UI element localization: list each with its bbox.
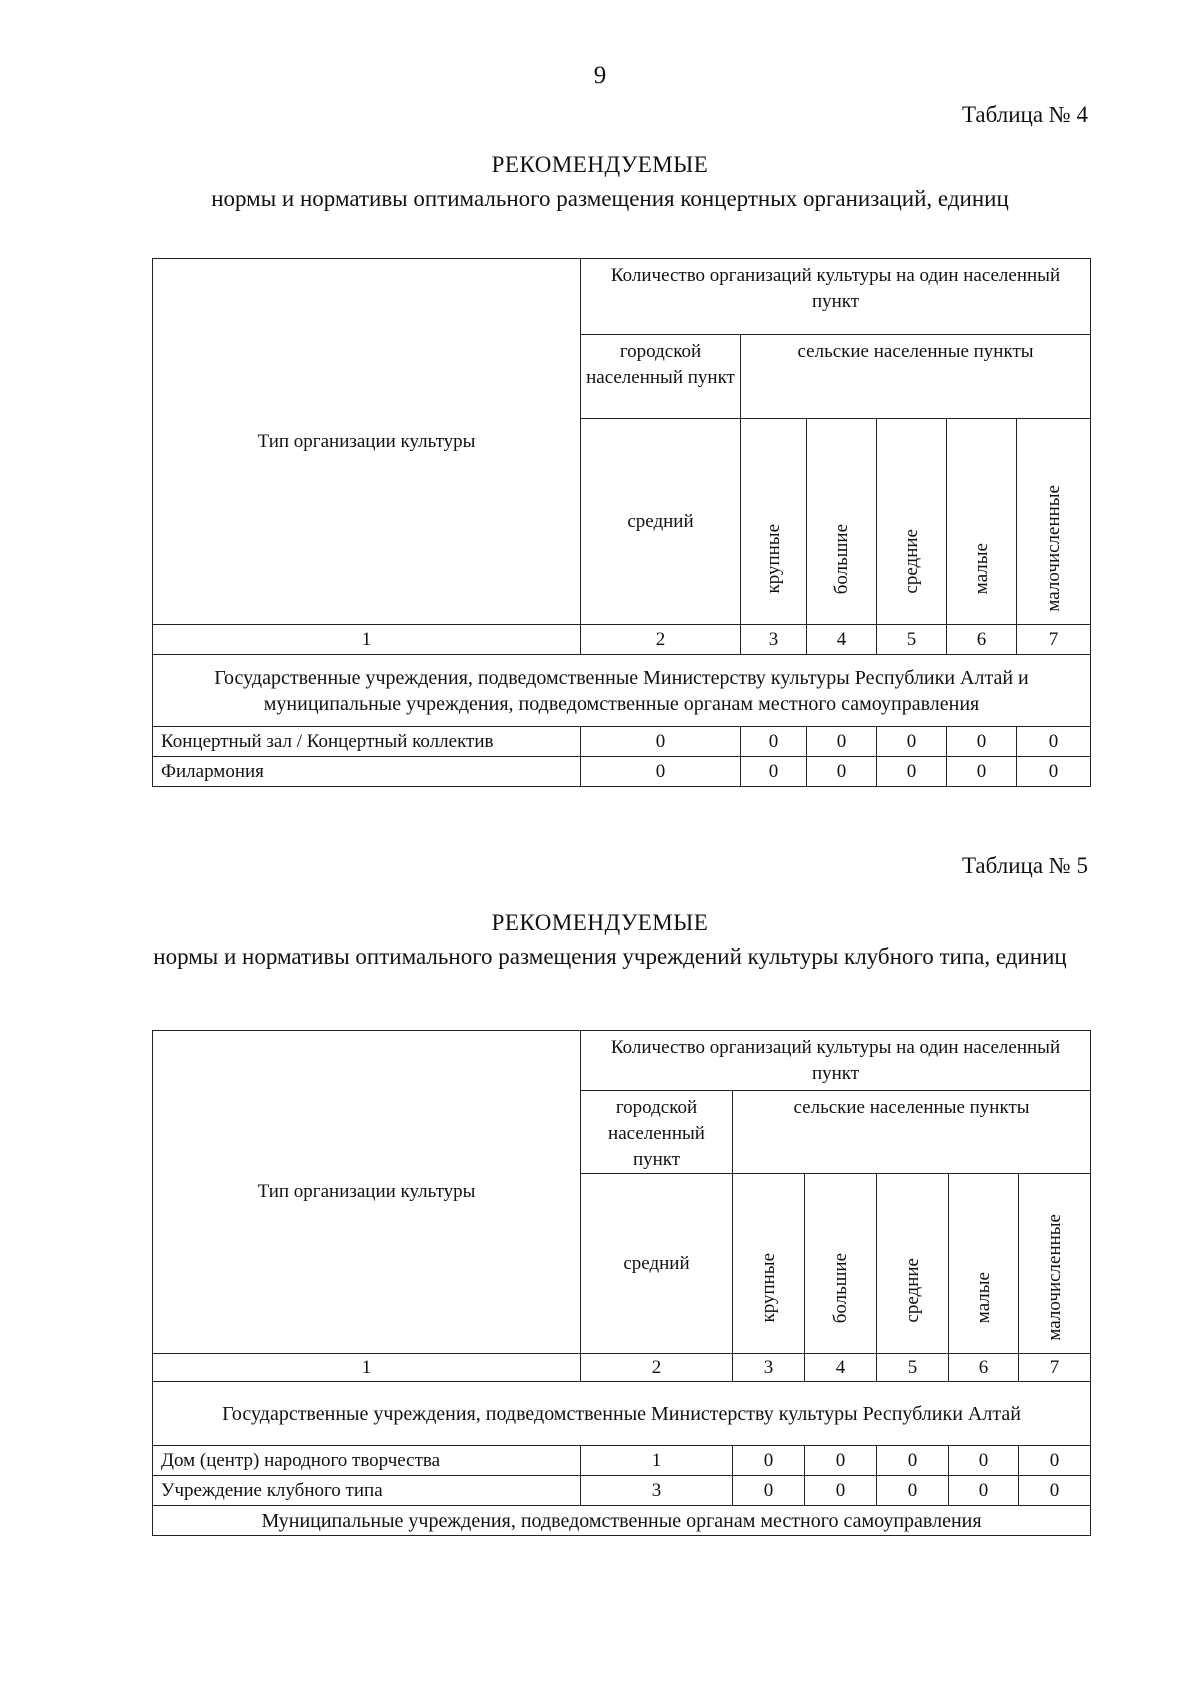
type-header: Тип организации культуры [153,259,581,625]
page-number: 9 [593,62,607,89]
row-value: 0 [805,1446,877,1476]
row-value: 0 [1017,757,1091,787]
table-4-caption: Таблица № 4 [961,102,1088,127]
column-number: 7 [1017,625,1091,655]
type-header: Тип организации культуры [153,1031,581,1354]
row-value: 0 [877,727,947,757]
table-5-caption: Таблица № 5 [961,853,1088,878]
column-number: 3 [733,1354,805,1382]
row-value: 0 [733,1476,805,1506]
table-5 [152,1030,1091,1536]
section-row: Государственные учреждения, подведомственные Министерству культуры Республики Алтай и муниципальные учреждения, подведомственные органам местного самоуправления [153,655,1091,727]
column-number: 4 [807,625,877,655]
row-value: 0 [805,1476,877,1506]
row-value: 0 [807,757,877,787]
rural-sub-header: малые [947,419,1017,625]
row-name: Концертный зал / Концертный коллектив [153,727,581,757]
row-name: Филармония [153,757,581,787]
row-value: 0 [947,727,1017,757]
row-value: 0 [807,727,877,757]
row-value: 0 [1019,1476,1091,1506]
row-value: 0 [949,1446,1019,1476]
urban-header: городской населенный пункт [581,1091,733,1174]
urban-sub-header: средний [581,419,741,625]
table-row [153,1476,1091,1506]
table-row [153,757,1091,787]
column-number: 5 [877,1354,949,1382]
row-name: Учреждение клубного типа [153,1476,581,1506]
section-row: Муниципальные учреждения, подведомственные органам местного самоуправления [153,1506,1091,1536]
urban-sub-header: средний [581,1174,733,1354]
column-number: 2 [581,1354,733,1382]
column-number: 1 [153,1354,581,1382]
row-value: 1 [581,1446,733,1476]
rural-sub-header: крупные [741,419,807,625]
row-value: 0 [733,1446,805,1476]
row-value: 0 [877,1446,949,1476]
table-4-heading: РЕКОМЕНДУЕМЫЕ [491,152,709,177]
rural-sub-header: средние [877,419,947,625]
row-value: 0 [947,757,1017,787]
column-number: 7 [1019,1354,1091,1382]
row-value: 0 [877,757,947,787]
table-5-heading: РЕКОМЕНДУЕМЫЕ [491,910,709,935]
column-number: 4 [805,1354,877,1382]
count-header: Количество организаций культуры на один населенный пункт [581,259,1091,335]
column-number: 3 [741,625,807,655]
rural-sub-header: крупные [733,1174,805,1354]
row-value: 0 [1017,727,1091,757]
section-row: Государственные учреждения, подведомственные Министерству культуры Республики Алтай [153,1382,1091,1446]
row-value: 0 [949,1476,1019,1506]
rural-sub-header: средние [877,1174,949,1354]
table-row [153,1446,1091,1476]
rural-sub-header: малочисленные [1017,419,1091,625]
table-4 [152,258,1091,787]
column-number: 5 [877,625,947,655]
row-name: Дом (центр) народного творчества [153,1446,581,1476]
row-value: 0 [581,757,741,787]
row-value: 3 [581,1476,733,1506]
table-row [153,727,1091,757]
row-value: 0 [581,727,741,757]
column-number: 6 [947,625,1017,655]
row-value: 0 [741,727,807,757]
count-header: Количество организаций культуры на один населенный пункт [581,1031,1091,1091]
rural-sub-header: большие [807,419,877,625]
table-4-subheading: нормы и нормативы оптимального размещения концертных организаций, единиц [211,186,1009,211]
urban-header: городской населенный пункт [581,335,741,419]
column-number: 1 [153,625,581,655]
rural-header: сельские населенные пункты [741,335,1091,419]
rural-header: сельские населенные пункты [733,1091,1091,1174]
rural-sub-header: малые [949,1174,1019,1354]
table-5-subheading: нормы и нормативы оптимального размещения учреждений культуры клубного типа, единиц [153,944,1067,969]
column-number: 6 [949,1354,1019,1382]
rural-sub-header: малочисленные [1019,1174,1091,1354]
rural-sub-header: большие [805,1174,877,1354]
row-value: 0 [1019,1446,1091,1476]
row-value: 0 [877,1476,949,1506]
row-value: 0 [741,757,807,787]
column-number: 2 [581,625,741,655]
